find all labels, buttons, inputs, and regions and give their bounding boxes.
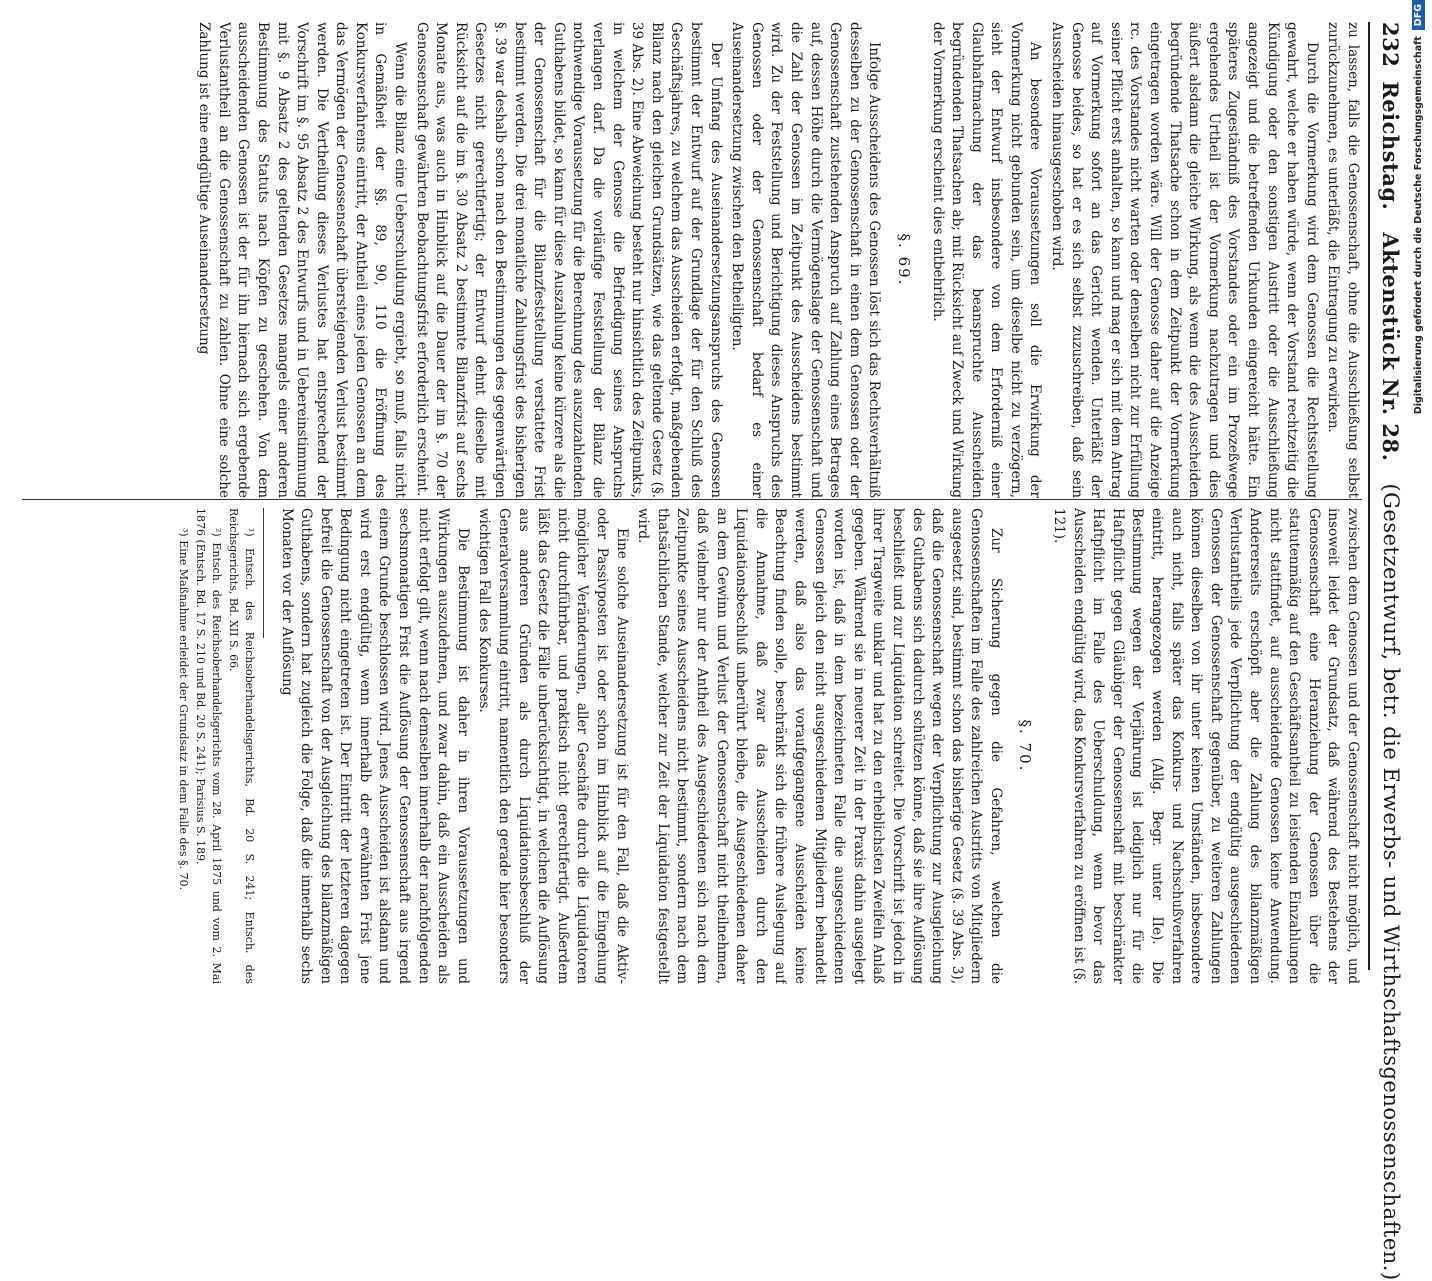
paragraph: zu lassen, falls die Genossenschaft, ohne die Ausschließung selbst zurückzunehmen, es unterläßt, die Eintragung zu erwirken. xyxy=(1325,22,1361,498)
section-heading-70: §. 70. xyxy=(1016,719,1035,773)
paragraph: An besondere Voraussetzungen soll die Erwirkung der Vormerkung nicht gebunden sein, um dieselbe nicht zu verzögern, sieht der Entwurf insbesondere von dem Erforderniß einer Glaubhaftmachung der das beanspruchte Ausscheiden begründenden Thatsachen ab; mit Rücksicht auf Zweck und Wirkung der Vormerkung erscheint dies entbehrlich. xyxy=(929,22,1044,498)
document-number: Aktenstück Nr. 28. xyxy=(1378,232,1404,462)
digitization-text: Digitalisierung gefördert durch die Deutsche Forschungsgemeinschaft xyxy=(1412,36,1424,415)
footnote: ¹) Entsch. des Reichsoberhandelsgerichts, Bd. 20 S. 241; Entsch. des Reichsgerichts, Bd. XII S. 66. xyxy=(227,508,256,984)
column-divider xyxy=(22,499,1362,500)
paragraph: zwischen dem Genossen und der Genossenschaft nicht möglich, und insoweit leidet der Grundsatz, daß während des Bestehens der Genossenschaft eine Heranziehung der Genossen über die statutenmäßig auf den Geschäftsantheil zu leistenden Einzahlungen nicht stattfindet, auf ausscheidende Genossen keine Anwendung. Andererseits erschöpft aber die Zahlung des bilanzmäßigen Verlustantheils jede Verpflichtung der endgültig ausgeschiedenen Genossen der Genossenschaft gegenüber, zu weiteren Zahlungen können dieselben von ihr unter keinen Umständen, insbesondere auch nicht, falls später das Konkurs- und Nachschußverfahren eintritt, herangezogen werden (Allg. Begr. unter IIe). Die Bestimmung wegen der Verjährung ist lediglich nur für die Haftpflicht gegen Gläubiger der Genossenschaft mit beschränkter Haftpflicht im Falle des Ueberschuldung, wenn bevor das Ausscheiden endgültig wird, das Konkursverfahren zu eröffnen ist (§. 121). xyxy=(1051,508,1361,984)
digitization-note xyxy=(1408,0,1430,1000)
footnote-rule xyxy=(263,508,264,638)
paragraph: Die Bestimmung ist daher in ihren Voraussetzungen und Wirkungen auszudehnen, und zwar dahin, daß ein Ausscheiden als nicht erfolgt gilt, wenn nach demselben innerhalb der nachfolgenden sechsmonatigen Frist die Auflösung der Genossenschaft aus irgend einem Grunde beschlossen wird. Jenes Ausscheiden ist alsdann und wird erst endgültig, wenn innerhalb der erwähnten Frist jene Bedingung nicht eingetreten ist. Der Eintritt der letzteren dagegen befreit die Genossenschaft von der Ausgleichung des bilanzmäßigen Guthabens, sondern hat zugleich die Folge, daß die innerhalb sechs Monaten vor der Auflösung xyxy=(278,508,471,984)
footnote: ²) Entsch. des Reichsoberhandelsgerichts vom 28. April 1875 und vom 2. Mai 1876 (Entsch. Bd. 17 S. 210 und Bd. 20 S. 241); Parisius S. 189. xyxy=(194,508,223,984)
dfg-logo: DFG xyxy=(1412,0,1425,30)
right-column xyxy=(22,508,1362,984)
paragraph: Zur Sicherung gegen die Gefahren, welchen die Genossenschaften im Falle des zahlreichen Austritts von Mitgliedern ausgesetzt sind, bestimmt schon das bisherige Gesetz (§. 39 Abs. 3), daß die Genossenschaft wegen der Verpflichtung zur Ausgleichung des Guthabens sich dadurch schützen könne, daß sie ihre Auflösung beschließt und zur Liquidation schreitet. Die Vorschrift ist jedoch in ihrer Tragweite unklar und hat zu den erheblichsten Zweifeln Anlaß gegeben. Während sie in neuerer Zeit in der Praxis dahin ausgelegt worden ist, daß in dem bezeichneten Falle die ausgeschiedenen Genossen gleich den nicht ausgeschiedenen Mitgliedern behandelt werden, daß also das voraufgegangene Ausscheiden keine Beachtung finden solle, beschränkt sich die frühere Auslegung auf die Annahme, daß zwar das Ausscheiden durch den Liquidationsbeschluß unberührt bleibe, die Ausgeschiedenen daher an dem Gewinn und Verlust der Genossenschaft nicht theilnehmen, daß vielmehr nur der Antheil des Ausgeschiedenen sich nach dem Zeitpunkte seines Ausscheidens nicht bestimmt, sondern nach dem thatsächlichen Stande, welcher zur Zeit der Liquidation festgestellt wird. xyxy=(635,508,1004,984)
paragraph: Durch die Vormerkung wird dem Genossen die Rechtsstellung gewahrt, welche er haben würde, wenn der Vorstand rechtzeitig die Kündigung oder den sonstigen Austritt oder die Ausschließung angezeigt und die betreffenden Urkunden eingereicht hätte. Ein späteres Zugeständniß des Vorstandes oder ein im Prozeßwege ergehendes Urtheil ist der Vormerkung nachzutragen und dies äußert alsdann die gleiche Wirkung, als wenn die des Ausscheiden begründende Thatsache schon in dem Zeitpunkt der Vormerkung eingetragen worden wäre. Will der Genosse daher auf die Anzeige rc. des Vorstandes nicht warten oder denselben nicht zur Erfüllung seiner Pflicht erst anhalten, so kann und mag er sich mit dem Antrag auf Vormerkung sofort an das Gericht wenden. Unterläßt der Genosse beides, so hat er es sich selbst zuzuschreiben, daß sein Ausscheiden hinausgeschoben wird. xyxy=(1049,22,1320,498)
running-head-title: Reichstag. xyxy=(1378,81,1404,211)
section-heading-69: §. 69. xyxy=(894,233,913,287)
paragraph: Eine solche Auseinandersetzung ist für den Fall, daß die Aktiv- oder Passivposten ist oder schon im Hinblick auf die Eingehung möglicher Veränderungen, aller Geschäfte durch die Liquidatoren nicht durchführbar, und praktisch nicht gerechtfertigt. Außerdem läßt das Gesetz die Fälle unberücksichtigt, in welchen die Auflösung aus anderen Gründen als durch Liquidationsbeschluß der Generalversammlung eintritt, namentlich den gerade hier besonders wichtigen Fall des Konkurses. xyxy=(476,508,630,984)
header-rule xyxy=(1368,22,1370,970)
running-head xyxy=(1372,22,1410,1281)
paragraph: Wenn die Bilanz eine Ueberschuldung ergiebt, so muß, falls nicht in Gemäßheit der §§. 89, 90, 110 die Eröffnung des Konkursverfahrens eintritt, der Antheil eines jeden Genossen an dem das Vermögen der Genossenschaft übersteigenden Verlust bestimmt werden. Die Vertheilung dieses Verlustes hat entsprechend der Vorschrift im §. 95 Absatz 2 des Entwurfs und in Uebereinstimmung mit §. 9 Absatz 2 des geltenden Gesetzes mangels einer anderen Bestimmung des Statuts nach Köpfen zu geschehen. Von dem ausscheidenden Genossen ist der für ihn hiernach sich ergebende Verlustantheil an die Genossenschaft zu zahlen. Ohne eine solche Zahlung ist eine endgültige Auseinandersetzung xyxy=(196,22,409,498)
paragraph: Der Umfang des Auseinandersetzungsanspruchs des Genossen bestimmt der Entwurf auf der Grundlage der für den Schluß des Geschäftsjahres, zu welchem das Ausscheiden erfolgt, maßgebenden Bilanz nach den gleichen Grundsätzen, wie das geltende Gesetz (§. 39 Abs. 2). Eine Abweichung besteht nur hinsichtlich des Zeitpunkts, in welchem der Genosse die Befriedigung seines Anspruchs verlangen darf. Da die vorläufige Feststellung der Bilanz die nothwendige Voraussetzung für die Berechnung des auszuzahlenden Guthabens bildet, so kann für diese Auszahlung keine kürzere als die der Genossenschaft für die Bilanzfeststellung verstattete Frist bestimmt werden. Die drei monatliche Zahlungsfrist des bisherigen §. 39 war deshalb schon nach den Bestimmungen des gegenwärtigen Gesetzes nicht gerechtfertigt; der Entwurf dehnt dieselbe mit Rücksicht auf die im §. 30 Absatz 2 bestimmte Bilanzfrist auf sechs Monate aus, was auch in Hinblick auf die Dauer der im §. 70 der Genossenschaft gewährten Beobachtungsfrist erforderlich erscheint. xyxy=(413,22,724,498)
footnote: ³) Eine Maßnahme erleidet der Grundsatz in dem Falle des §. 70. xyxy=(176,528,190,891)
left-column xyxy=(22,22,1362,498)
running-head-topic: (Gesetzentwurf, betr. die Erwerbs- und Wirthschaftsgenossenschaften.) xyxy=(1379,483,1403,1281)
page-number: 232 xyxy=(1378,22,1404,68)
paragraph: Infolge Ausscheidens des Genossen löst sich das Rechtsverhältniß desselben zu der Genossenschaft in einen dem Genossen oder der Genossenschaft zustehenden Anspruch auf Zahlung eines Betrages auf, dessen Höhe durch die Vermögenslage der Genossenschaft und die Zahl der Genossen im Zeitpunkt des Ausscheidens bestimmt wird. Zu der Feststellung und Berichtigung dieses Anspruchs des Genossen oder der Genossenschaft bedarf es einer Auseinandersetzung zwischen den Betheiligten. xyxy=(729,22,883,498)
